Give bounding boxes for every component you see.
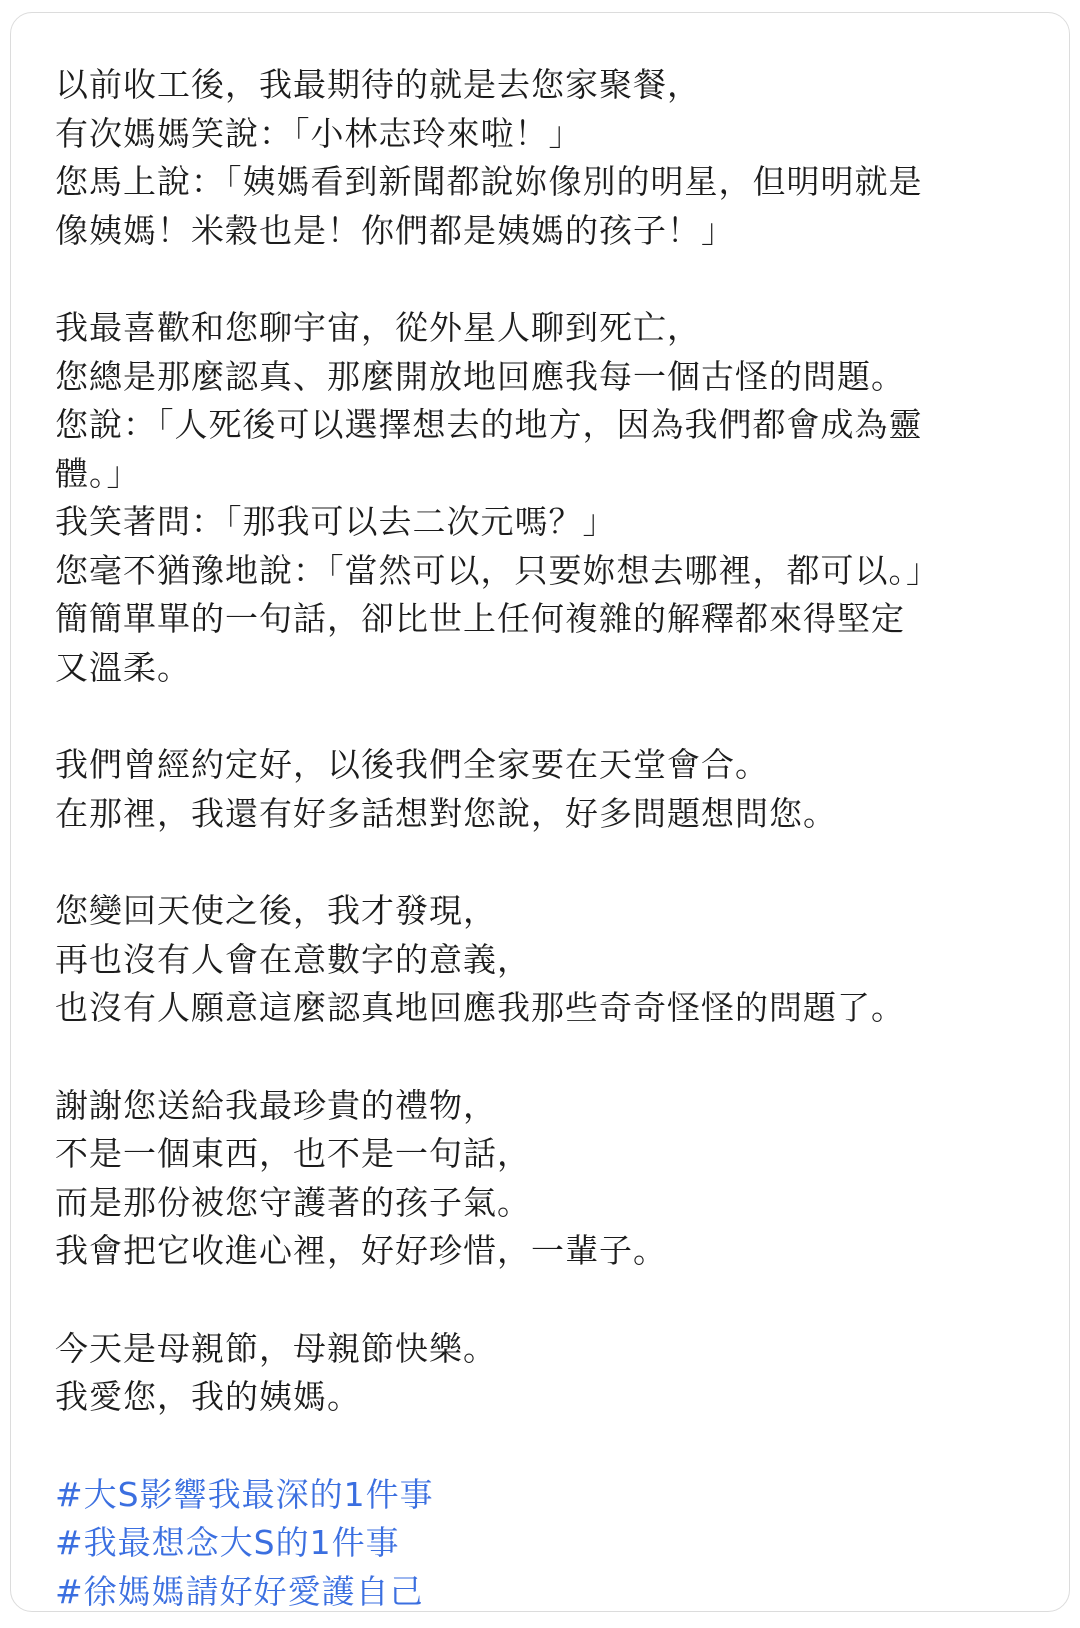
text-line: 又溫柔。 [55, 647, 191, 687]
hashtag-link[interactable]: #大S影響我最深的1件事 [55, 1474, 434, 1514]
paragraph-3 [55, 741, 1055, 838]
paragraph-5 [55, 1082, 1055, 1276]
text-line: 我會把它收進心裡，好好珍惜，一輩子。 [55, 1231, 667, 1270]
text-line: 您毫不猶豫地說：「當然可以，只要妳想去哪裡，都可以。」 [55, 550, 940, 590]
paragraph-1 [55, 61, 1055, 255]
hashtag-link[interactable]: #我最想念大S的1件事 [55, 1523, 400, 1562]
text-line: 我最喜歡和您聊宇宙，從外星人聊到死亡， [55, 308, 701, 347]
text-line: 今天是母親節，母親節快樂。 [55, 1328, 497, 1368]
text-line: 不是一個東西，也不是一句話， [55, 1134, 531, 1173]
text-line: 有次媽媽笑說：「小林志玲來啦！」 [55, 113, 583, 153]
hashtag-link[interactable]: #徐媽媽請好好愛護自己 [55, 1571, 424, 1611]
post-card [10, 12, 1070, 1612]
text-line: 我笑著問：「那我可以去二次元嗎？」 [55, 502, 617, 541]
text-line: 以前收工後，我最期待的就是去您家聚餐， [55, 65, 701, 104]
paragraph-2 [55, 304, 1055, 692]
text-line: 簡簡單單的一句話，卻比世上任何複雜的解釋都來得堅定 [55, 599, 905, 638]
text-line: 謝謝您送給我最珍貴的禮物， [55, 1085, 497, 1125]
text-line: 也沒有人願意這麼認真地回應我那些奇奇怪怪的問題了。 [55, 988, 905, 1027]
hashtag-list [55, 1471, 1055, 1617]
text-line: 您總是那麼認真、那麼開放地回應我每一個古怪的問題。 [55, 356, 905, 396]
text-line: 體。」 [55, 453, 141, 493]
text-line: 像姨媽！米穀也是！你們都是姨媽的孩子！」 [55, 210, 735, 250]
paragraph-6 [55, 1325, 1055, 1422]
text-line: 您馬上說：「姨媽看到新聞都說妳像別的明星，但明明就是 [55, 162, 923, 201]
text-line: 而是那份被您守護著的孩子氣。 [55, 1182, 531, 1222]
text-line: 我愛您，我的姨媽。 [55, 1377, 361, 1416]
text-line: 您變回天使之後，我才發現， [55, 891, 497, 930]
text-line: 再也沒有人會在意數字的意義， [55, 939, 531, 979]
post-body [55, 61, 1055, 1616]
text-line: 您說：「人死後可以選擇想去的地方，因為我們都會成為靈 [55, 405, 923, 444]
text-line: 我們曾經約定好，以後我們全家要在天堂會合。 [55, 745, 769, 784]
paragraph-4 [55, 887, 1055, 1033]
text-line: 在那裡，我還有好多話想對您說，好多問題想問您。 [55, 793, 837, 833]
